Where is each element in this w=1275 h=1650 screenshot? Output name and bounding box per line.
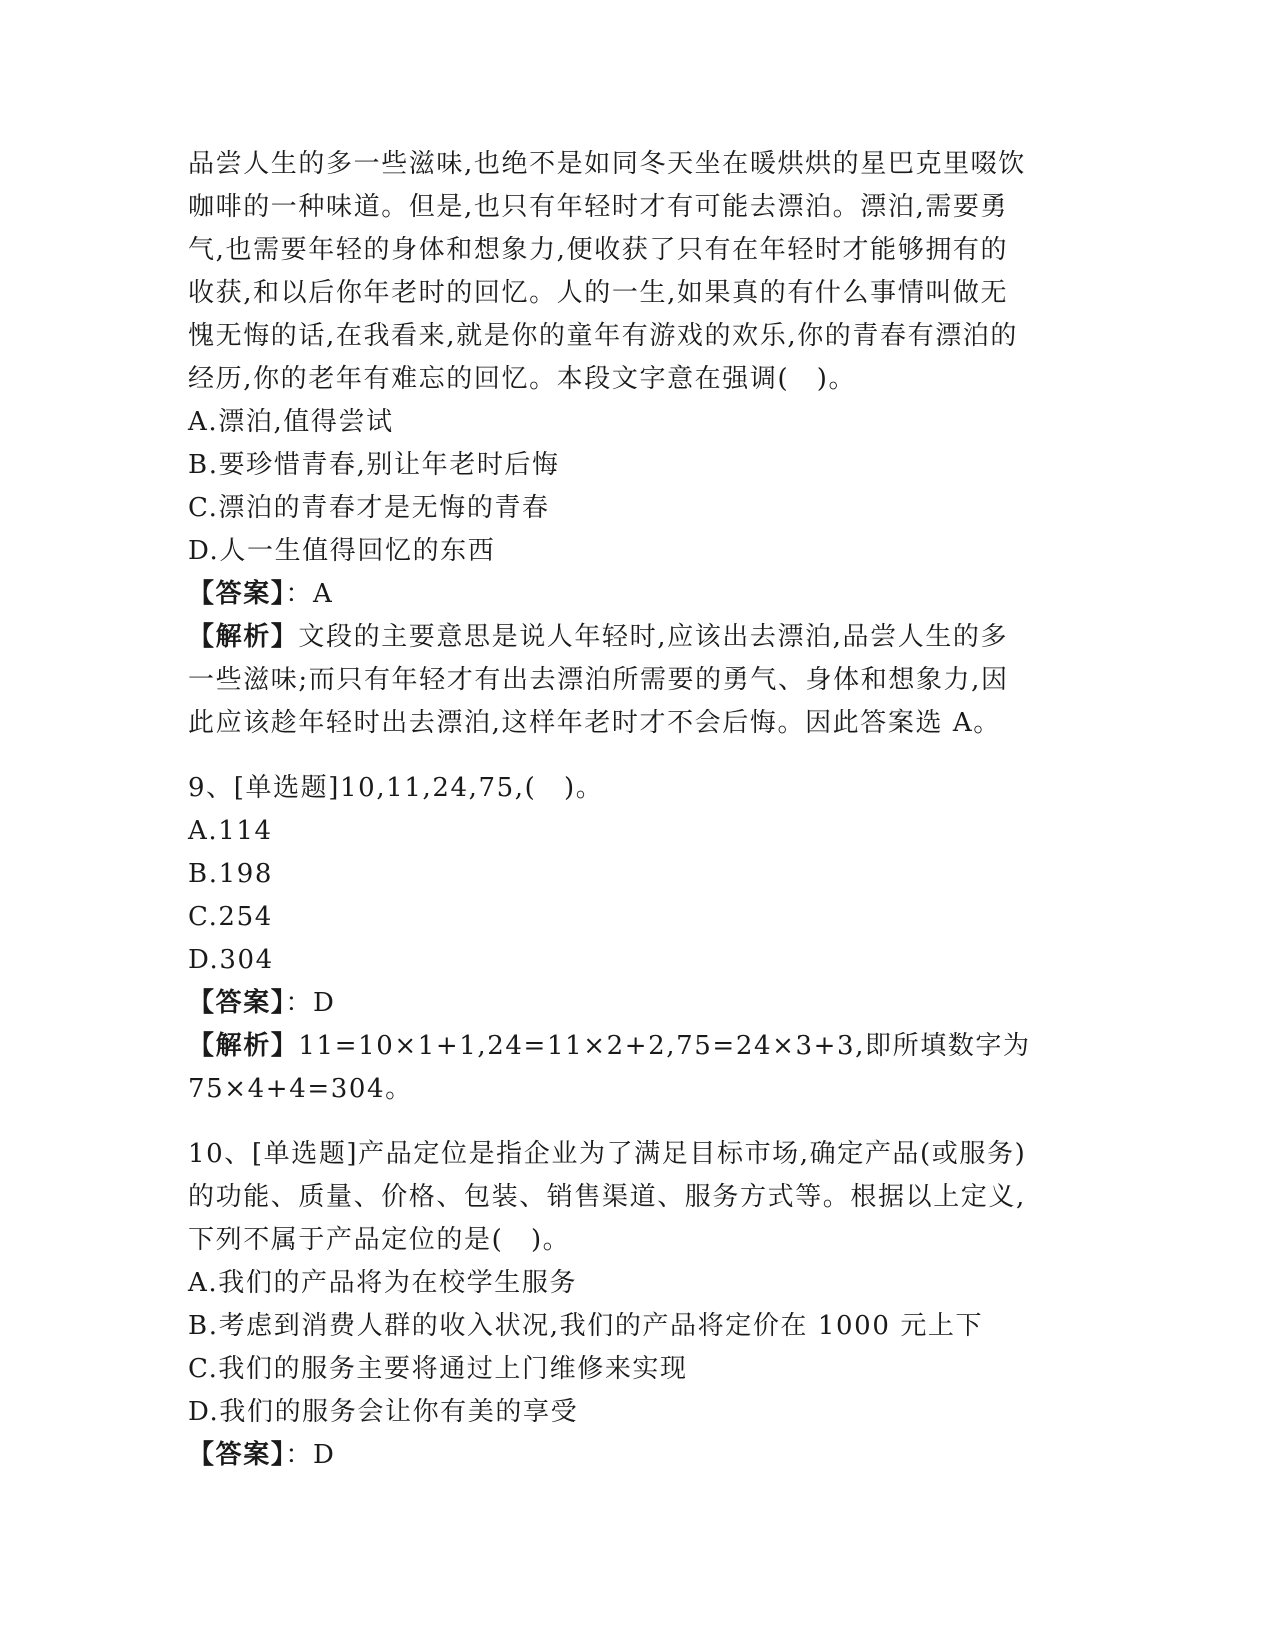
option-list xyxy=(188,1262,1088,1434)
answer-line xyxy=(188,982,1088,1025)
stem-line: 咖啡的一种味道。但是,也只有年轻时才有可能去漂泊。漂泊,需要勇 xyxy=(188,192,1009,222)
option-a: A.114 xyxy=(188,816,273,846)
option-a: A.我们的产品将为在校学生服务 xyxy=(188,1268,578,1298)
analysis-line: 一些滋味;而只有年轻才有出去漂泊所需要的勇气、身体和想象力,因 xyxy=(188,665,1009,695)
stem-line: 10、[单选题]产品定位是指企业为了满足目标市场,确定产品(或服务) xyxy=(188,1139,1027,1169)
answer-tag: 【答案】 xyxy=(188,579,286,609)
question-10 xyxy=(188,1133,1088,1477)
stem-line: 下列不属于产品定位的是( )。 xyxy=(188,1225,571,1255)
answer-tag: 【答案】 xyxy=(188,1440,286,1470)
analysis xyxy=(188,1025,1088,1111)
stem-line: 愧无悔的话,在我看来,就是你的童年有游戏的欢乐,你的青春有漂泊的 xyxy=(188,321,1018,351)
option-b: B.198 xyxy=(188,859,273,889)
question-stem: 9、[单选题]10,11,24,75,( )。 xyxy=(188,773,604,803)
analysis-line: 75×4+4=304。 xyxy=(188,1074,413,1104)
answer-line xyxy=(188,573,1088,616)
spacer xyxy=(188,745,1088,767)
answer-line xyxy=(188,1434,1088,1477)
analysis-line: 此应该趁年轻时出去漂泊,这样年老时才不会后悔。因此答案选 A。 xyxy=(188,708,1001,738)
question-8 xyxy=(188,143,1088,745)
option-d: D.304 xyxy=(188,945,274,975)
option-d: D.我们的服务会让你有美的享受 xyxy=(188,1397,579,1427)
answer-tag: 【答案】 xyxy=(188,988,286,1018)
question-stem xyxy=(188,1133,1088,1262)
spacer xyxy=(188,1111,1088,1133)
answer-value: ：D xyxy=(285,988,336,1018)
analysis-tag: 【解析】 xyxy=(188,622,299,652)
analysis-text: 文段的主要意思是说人年轻时,应该出去漂泊,品尝人生的多 xyxy=(298,622,1009,652)
option-a: A.漂泊,值得尝试 xyxy=(188,407,394,437)
question-9 xyxy=(188,767,1088,1111)
option-c: C.254 xyxy=(188,902,273,932)
analysis xyxy=(188,616,1088,745)
stem-line: 的功能、质量、价格、包装、销售渠道、服务方式等。根据以上定义, xyxy=(188,1182,1026,1212)
document-page xyxy=(188,143,1088,1477)
answer-value: ：A xyxy=(285,579,334,609)
answer-value: ：D xyxy=(285,1440,336,1470)
option-b: B.考虑到消费人群的收入状况,我们的产品将定价在 1000 元上下 xyxy=(188,1311,984,1341)
option-b: B.要珍惜青春,别让年老时后悔 xyxy=(188,450,560,480)
stem-line: 品尝人生的多一些滋味,也绝不是如同冬天坐在暖烘烘的星巴克里啜饮 xyxy=(188,149,1026,179)
stem-line: 经历,你的老年有难忘的回忆。本段文字意在强调( )。 xyxy=(188,364,857,394)
option-c: C.漂泊的青春才是无悔的青春 xyxy=(188,493,550,523)
option-list xyxy=(188,401,1088,573)
stem-line: 气,也需要年轻的身体和想象力,便收获了只有在年轻时才能够拥有的 xyxy=(188,235,1009,265)
analysis-line xyxy=(188,616,1088,659)
analysis-line xyxy=(188,1025,1088,1068)
question-stem xyxy=(188,143,1088,401)
analysis-text: 11=10×1+1,24=11×2+2,75=24×3+3,即所填数字为 xyxy=(298,1031,1031,1061)
option-d: D.人一生值得回忆的东西 xyxy=(188,536,496,566)
option-list xyxy=(188,810,1088,982)
stem-line: 收获,和以后你年老时的回忆。人的一生,如果真的有什么事情叫做无 xyxy=(188,278,1009,308)
analysis-tag: 【解析】 xyxy=(188,1031,299,1061)
option-c: C.我们的服务主要将通过上门维修来实现 xyxy=(188,1354,688,1384)
